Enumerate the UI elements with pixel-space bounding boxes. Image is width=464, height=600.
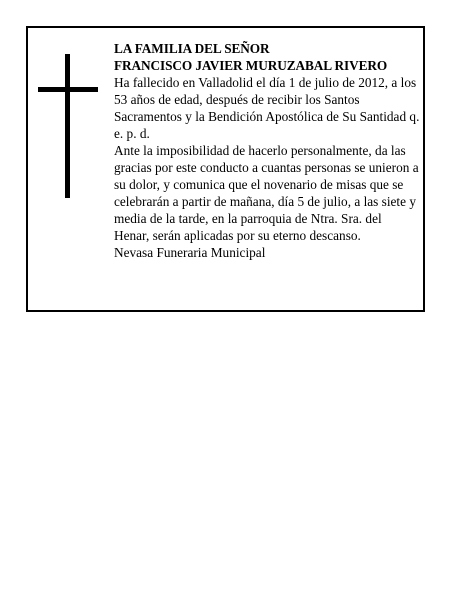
heading-deceased-name: FRANCISCO JAVIER MURUZABAL RIVERO: [114, 58, 388, 73]
thanks-and-mass-notice: Ante la imposibilidad de hacerlo personalmente, da las gracias por este conducto a cuantas personas se unieron a su dolor, y comunica que el novenario de misas que se celebrarán a partir de mañana, día 5 de julio, a las siete y media de la tarde, en la parroquia de Ntra. Sra. del Henar, serán aplicadas por su eterno descanso.: [114, 143, 419, 243]
cross-icon: [38, 54, 98, 198]
funeral-home-signature: Nevasa Funeraria Municipal: [114, 245, 266, 260]
cross-vertical-bar: [65, 54, 70, 198]
cross-horizontal-bar: [38, 87, 98, 92]
heading-family: LA FAMILIA DEL SEÑOR: [114, 41, 270, 56]
notice-text: [114, 40, 420, 261]
obituary-notice: [26, 26, 425, 312]
death-announcement: Ha fallecido en Valladolid el día 1 de julio de 2012, a los 53 años de edad, después de recibir los Santos Sacramentos y la Bendición Apostólica de Su Santidad q. e. p. d.: [114, 75, 420, 141]
